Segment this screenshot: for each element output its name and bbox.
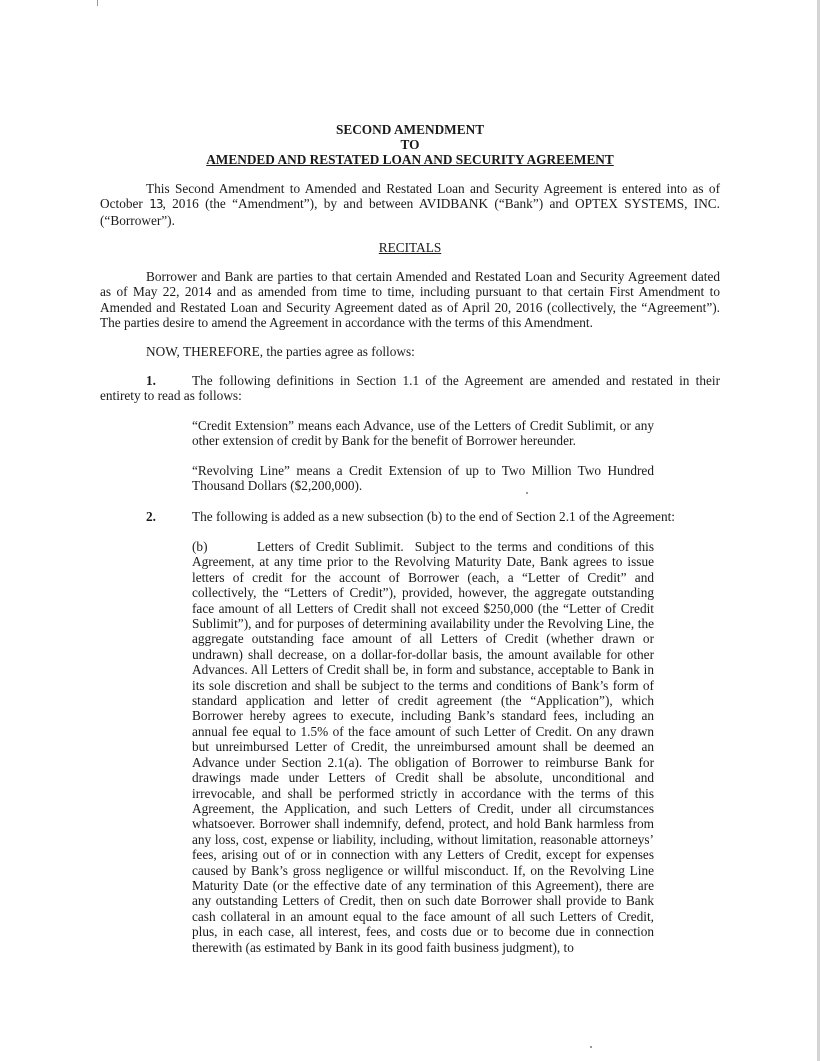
intro-text-a: This Second Amendment to Amended and Restated Loan and Security Agreement is entered into as of October [100, 181, 720, 212]
scan-speck [590, 1046, 592, 1048]
section-2-text: The following is added as a new subsection (b) to the end of Section 2.1 of the Agreement: [192, 509, 675, 524]
recitals-heading: RECITALS [378, 240, 442, 255]
section-2-number: 2. [146, 509, 156, 524]
title-line-2: TO [400, 137, 420, 152]
title-line-3: AMENDED AND RESTATED LOAN AND SECURITY AGREEMENT [206, 152, 614, 167]
recitals-paragraph: Borrower and Bank are parties to that certain Amended and Restated Loan and Security Agreement dated as of May 22, 2014 and as amended from time to time, including pursuant to that certain First Amendment to Amended and Restated Loan and Security Agreement dated as of April 20, 2016 (collectively, the “Agreement”). The parties desire to amend the Agreement in accordance with the terms of this Amendment. [100, 269, 720, 331]
subsection-b-label: (b) [192, 539, 208, 554]
subsection-b-heading: Letters of Credit Sublimit. [256, 539, 404, 554]
title-line-1: SECOND AMENDMENT [335, 122, 485, 137]
scan-mark [97, 0, 98, 6]
subsection-b-paragraph [192, 539, 654, 955]
now-therefore-line: NOW, THEREFORE, the parties agree as follows: [146, 344, 415, 359]
definition-revolving-line: “Revolving Line” means a Credit Extension of up to Two Million Two Hundred Thousand Dollars ($2,200,000). [192, 463, 654, 494]
subsection-b-body: Subject to the terms and conditions of this Agreement, at any time prior to the Revolving Maturity Date, Bank agrees to issue letters of credit for the account of Borrower (each, a “Letter of Credit” and collectively, the “Letters of Credit”), provided, however, the aggregate outstanding face amount of all Letters of Credit shall not exceed $250,000 (the “Letter of Credit Sublimit”), and for purposes of determining availability under the Revolving Line, the aggregate outstanding face amount of all Letters of Credit (whether drawn or undrawn) shall decrease, on a dollar-for-dollar basis, the amount available for other Advances. All Letters of Credit shall be, in form and substance, acceptable to Bank in its sole discretion and shall be subject to the terms and conditions of Bank’s form of standard application and letter of credit agreement (the “Application”), which Borrower hereby agrees to execute, including Bank’s standard fees, including an annual fee equal to 1.5% of the face amount of such Letter of Credit. On any drawn but unreimbursed Letter of Credit, the unreimbursed amount shall be deemed an Advance under Section 2.1(a). The obligation of Borrower to reimburse Bank for drawings made under Letters of Credit shall be absolute, unconditional and irrevocable, and shall be performed strictly in accordance with the terms of this Agreement, the Application, and such Letters of Credit, under all circumstances whatsoever. Borrower shall indemnify, defend, protect, and hold Bank harmless from any loss, cost, expense or liability, including, without limitation, reasonable attorneys’ fees, arising out of or in connection with any Letters of Credit, except for expenses caused by Bank’s gross negligence or willful misconduct. If, on the Revolving Line Maturity Date (or the effective date of any termination of this Agreement), there are any outstanding Letters of Credit, then on such date Borrower shall provide to Bank cash collateral in an amount equal to the face amount of all such Letters of Credit, plus, in each case, all interest, fees, and costs due or to become due in connection therewith (as estimated by Bank in its good faith business judgment), to [192, 539, 655, 955]
handwritten-day: 13 [149, 197, 163, 212]
intro-text-b: , 2016 (the “Amendment”), by and between AVIDBANK (“Bank”) and OPTEX SYSTEMS, INC. (“Borrower”). [100, 196, 721, 228]
definition-credit-extension: “Credit Extension” means each Advance, use of the Letters of Credit Sublimit, or any other extension of credit by Bank for the benefit of Borrower hereunder. [192, 418, 654, 449]
section-1-text: The following definitions in Section 1.1 of the Agreement are amended and restated in their entirety to read as follows: [100, 373, 720, 404]
section-1-number: 1. [146, 373, 156, 388]
intro-paragraph [100, 181, 720, 228]
